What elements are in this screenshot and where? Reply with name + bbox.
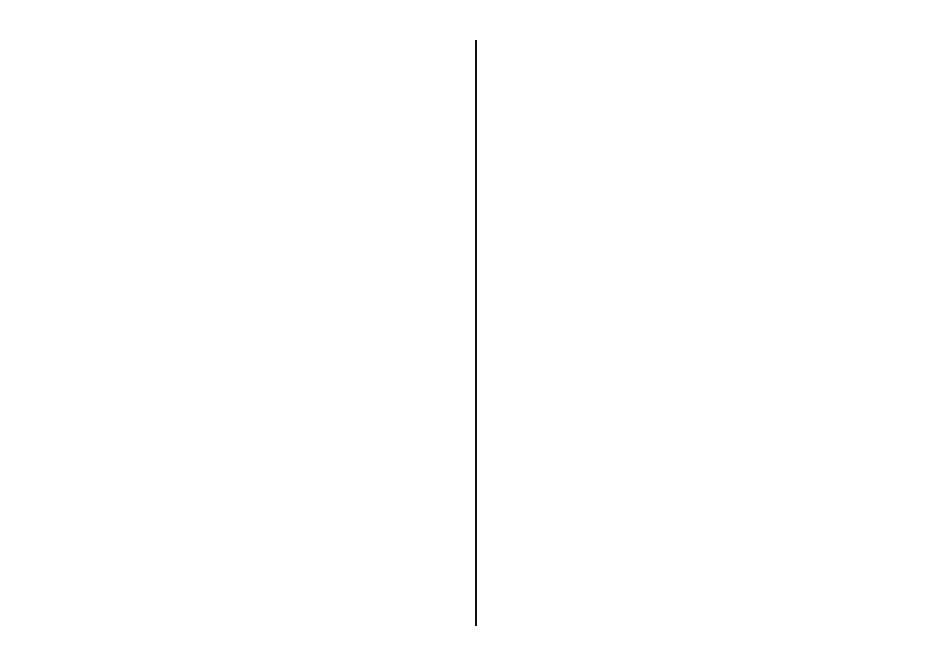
left-column [52, 38, 457, 626]
right-column [490, 38, 900, 626]
column-divider [475, 40, 477, 626]
